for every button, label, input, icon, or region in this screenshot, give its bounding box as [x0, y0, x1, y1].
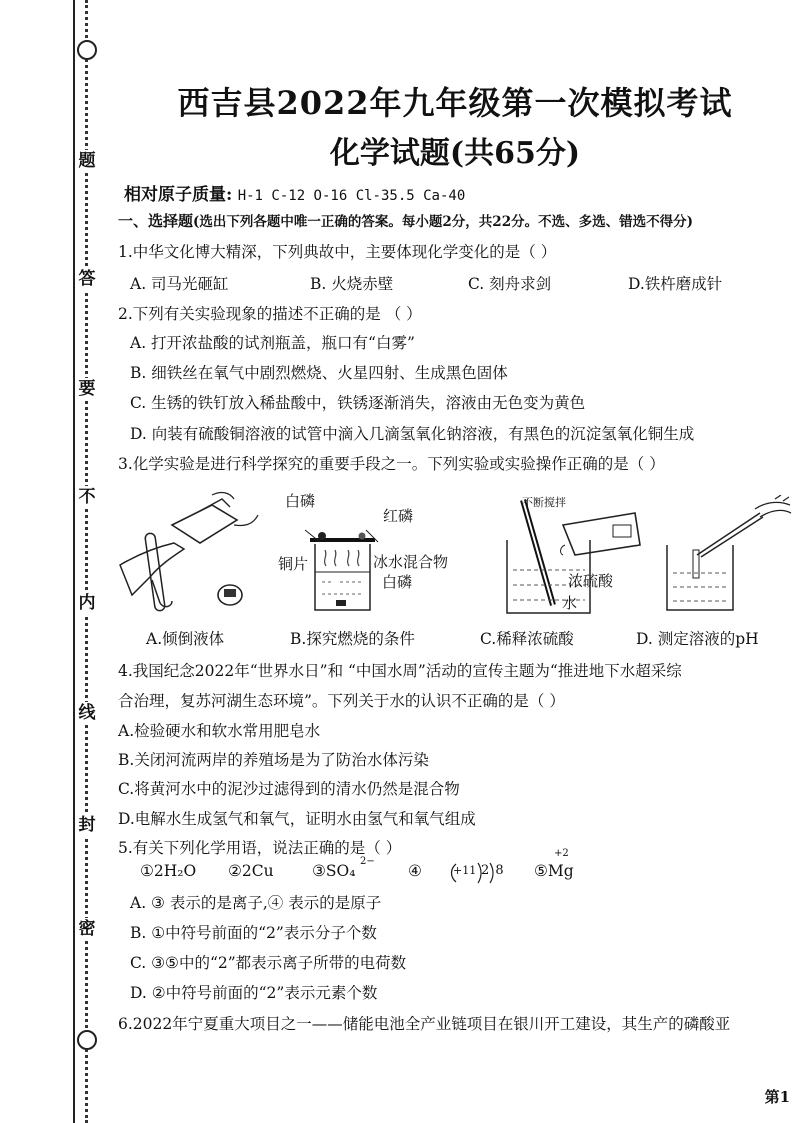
atomic-mass-values: H-1 C-12 O-16 Cl-35.5 Ca-40 — [237, 188, 466, 204]
q3-option-d: D. 测定溶液的pH — [636, 630, 759, 648]
symbol-5: ⑤Mg — [534, 862, 574, 880]
section-heading — [118, 210, 693, 231]
symbol-2: ②2Cu — [228, 862, 274, 880]
section-note: (选出下列各题中唯一正确的答案。每小题2分，共22分。不选、多选、错选不得分) — [193, 214, 693, 230]
symbol-3-charge: 2− — [360, 856, 375, 867]
label-copper-sheet: 铜片 — [278, 555, 309, 573]
q2-option-d: D. 向装有硫酸铜溶液的试管中滴入几滴氢氧化钠溶液，有黑色的沉淀氢氧化铜生成 — [130, 425, 695, 443]
label-stir: 不断搅拌 — [522, 496, 566, 509]
label-concentrated-acid: 浓硫酸 — [568, 572, 614, 590]
seal-char: 密 — [76, 918, 98, 940]
binding-seal-line — [66, 0, 106, 1123]
seal-char: 答 — [76, 268, 98, 290]
question-1-stem: 1.中华文化博大精深，下列典故中，主要体现化学变化的是（ ） — [118, 243, 557, 261]
seal-hole-circle — [77, 1030, 97, 1050]
q5-option-a: A. ③ 表示的是离子,④ 表示的是原子 — [130, 894, 382, 912]
seal-char: 封 — [76, 814, 98, 836]
seal-border-line — [73, 0, 75, 1123]
atomic-mass-label: 相对原子质量: — [124, 185, 233, 205]
atomic-nucleus-charge: +11 — [453, 864, 477, 877]
label-water: 水 — [562, 594, 578, 612]
symbol-5-valence: +2 — [554, 848, 569, 859]
q3-option-a: A.倾倒液体 — [146, 630, 225, 648]
question-6-stem: 6.2022年宁夏重大项目之一——储能电池全产业链项目在银川开工建设，其生产的磷酸亚 — [118, 1015, 731, 1033]
exam-title: 西吉县2022年九年级第一次模拟考试 — [177, 84, 733, 122]
q4-option-b: B.关闭河流两岸的养殖场是为了防治水体污染 — [118, 751, 429, 769]
label-red-phosphorus: 红磷 — [383, 507, 414, 525]
electron-shells: 2 8 — [481, 863, 505, 878]
q3-option-b: B.探究燃烧的条件 — [290, 630, 415, 648]
q5-option-c: C. ③⑤中的“2”都表示离子所带的电荷数 — [130, 954, 407, 972]
question-4-stem-line1: 4.我国纪念2022年“世界水日”和 “中国水周”活动的宣传主题为“推进地下水超采综 — [118, 662, 682, 680]
symbol-4: ④ — [408, 862, 422, 880]
page-number: 第1 — [764, 1088, 790, 1106]
q1-option-c: C. 刻舟求剑 — [468, 275, 552, 293]
label-ice-water: 冰水混合物 — [373, 553, 449, 571]
seal-char: 要 — [76, 378, 98, 400]
section-title: 一、选择题 — [118, 212, 194, 230]
q4-option-a: A.检验硬水和软水常用肥皂水 — [118, 722, 321, 740]
exam-subtitle: 化学试题(共65分) — [329, 136, 581, 171]
question-2-stem: 2.下列有关实验现象的描述不正确的是 （ ） — [118, 305, 422, 323]
seal-char: 不 — [76, 486, 98, 508]
q2-option-a: A. 打开浓盐酸的试剂瓶盖，瓶口有“白雾” — [130, 334, 415, 352]
q1-option-d: D.铁杵磨成针 — [628, 275, 723, 293]
q2-option-c: C. 生锈的铁钉放入稀盐酸中，铁锈逐渐消失，溶液由无色变为黄色 — [130, 394, 586, 412]
q1-option-b: B. 火烧赤壁 — [310, 275, 394, 293]
q3-option-c: C.稀释浓硫酸 — [480, 630, 574, 648]
figure-measure-ph — [655, 495, 794, 620]
seal-char: 内 — [76, 592, 98, 614]
figure-pouring-liquid — [112, 485, 262, 620]
label-white-phosphorus: 白磷 — [285, 492, 316, 510]
symbol-1: ①2H₂O — [140, 862, 197, 880]
q4-option-c: C.将黄河水中的泥沙过滤得到的清水仍然是混合物 — [118, 780, 460, 798]
q5-option-b: B. ①中符号前面的“2”表示分子个数 — [130, 924, 377, 942]
symbol-3: ③SO₄ — [312, 862, 356, 880]
q2-option-b: B. 细铁丝在氧气中剧烈燃烧、火星四射、生成黑色固体 — [130, 364, 508, 382]
exam-page — [110, 0, 794, 1123]
seal-hole-circle — [77, 40, 97, 60]
label-white-phosphorus-2: 白磷 — [382, 573, 413, 591]
question-5-stem: 5.有关下列化学用语，说法正确的是（ ） — [118, 839, 402, 857]
seal-char: 线 — [76, 702, 98, 724]
atomic-mass-line — [124, 180, 465, 205]
q5-option-d: D. ②中符号前面的“2”表示元素个数 — [130, 984, 378, 1002]
q1-option-a: A. 司马光砸缸 — [130, 275, 229, 293]
question-4-stem-line2: 合治理，复苏河湖生态环境”。下列关于水的认识不正确的是（ ） — [118, 692, 565, 710]
q4-option-d: D.电解水生成氢气和氧气，证明水由氢气和氧气组成 — [118, 810, 476, 828]
seal-char: 题 — [76, 150, 98, 172]
question-3-stem: 3.化学实验是进行科学探究的重要手段之一。下列实验或实验操作正确的是（ ） — [118, 455, 665, 473]
experiment-figures — [110, 485, 794, 625]
